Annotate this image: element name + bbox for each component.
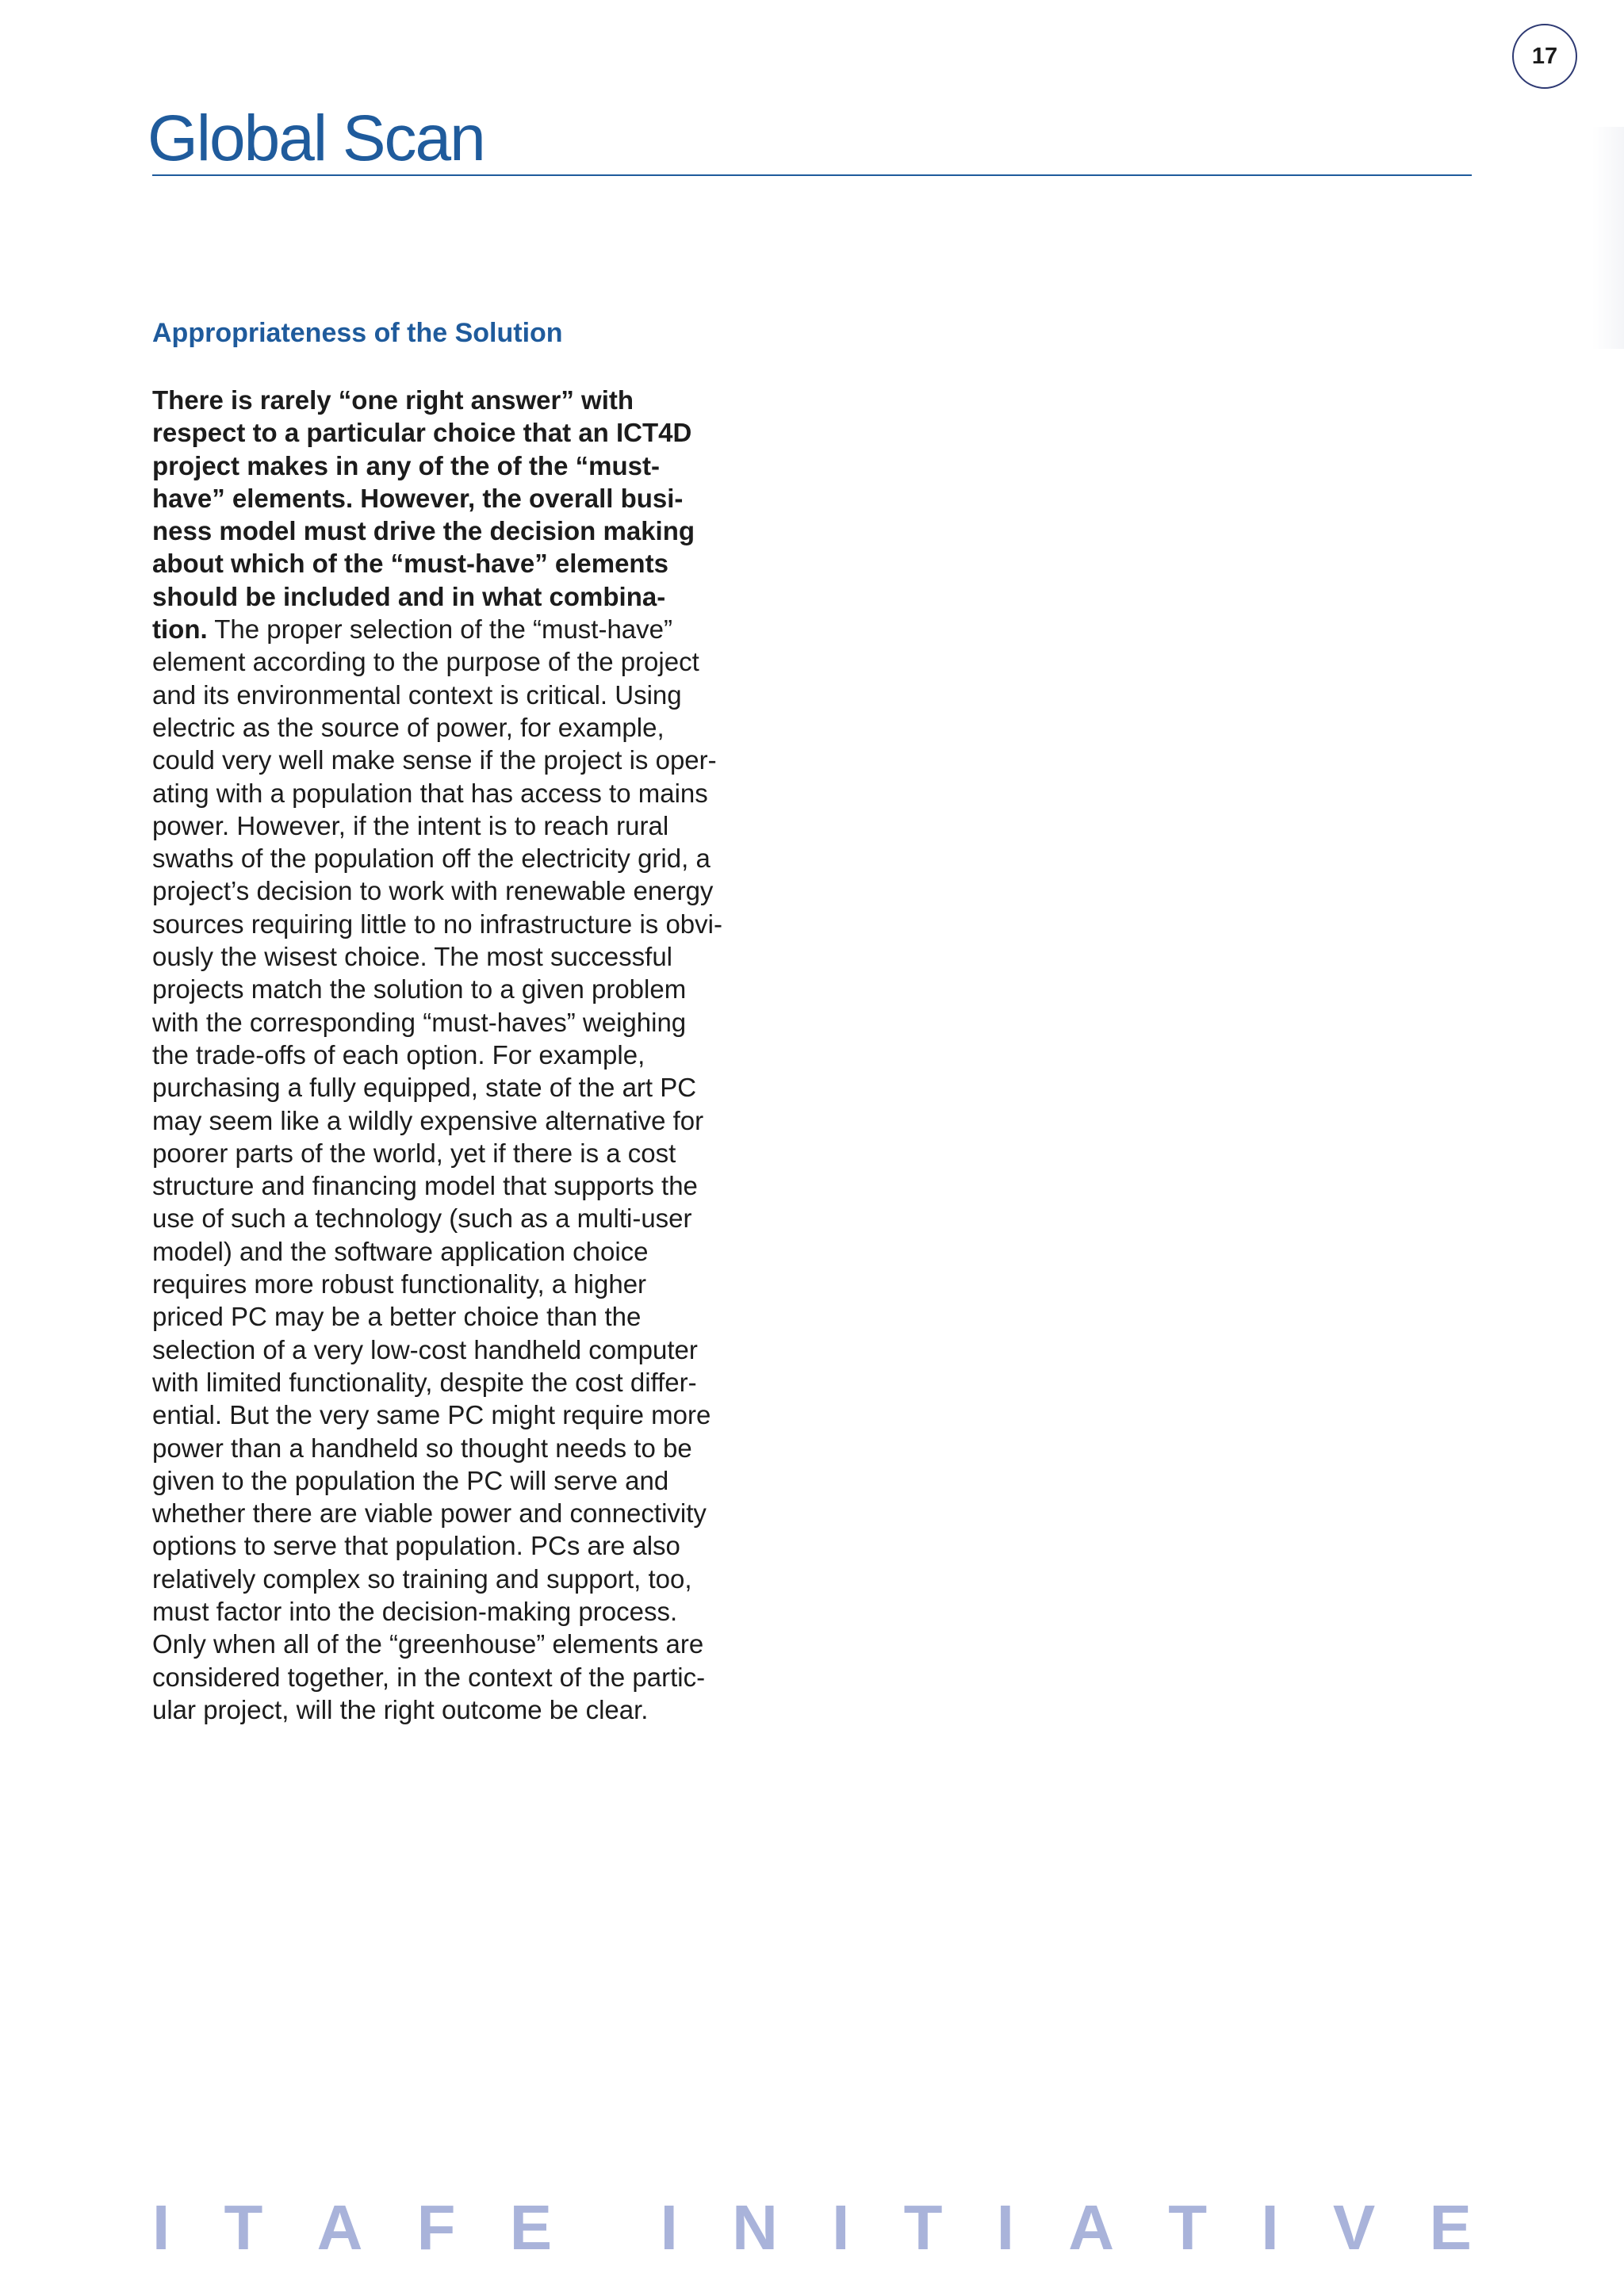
footer-brand-wordmark bbox=[152, 2192, 1472, 2263]
footer-letter: A bbox=[316, 2192, 363, 2263]
lead-paragraph: There is rarely “one right answer” with respect to a particular choice that an ICT4D project makes in any of the of the “must- have” elements. However, the overall busi- ness model must drive the decision making about which of the “must-have” elements should be included and in what combina- tion. bbox=[152, 385, 695, 645]
page-title: Global Scan bbox=[147, 102, 485, 174]
footer-letter: F bbox=[416, 2192, 456, 2263]
footer-letter: E bbox=[1429, 2192, 1472, 2263]
footer-letter: I bbox=[996, 2192, 1014, 2263]
footer-letter: I bbox=[832, 2192, 850, 2263]
footer-letter: I bbox=[152, 2192, 170, 2263]
footer-letter: T bbox=[903, 2192, 943, 2263]
section-body bbox=[152, 384, 739, 1726]
footer-letter: T bbox=[1168, 2192, 1208, 2263]
page-edge-shade bbox=[1592, 127, 1624, 349]
footer-letter: V bbox=[1332, 2192, 1376, 2263]
body-paragraph: The proper selection of the “must-have” element according to the purpose of the project and its environmental context is critical. Using electric as the source of power, for example, could very well make sense if the project is oper- ating with a population that has access to mains power. However, if the intent is to reach rural swaths of the population off the electricity grid, a project’s decision to work with renewable energy sources requiring little to no infrastructure is obvi- ously the wisest choice. The most successful projects match the solution to a given problem with the corresponding “must-haves” weighing the trade-offs of each option. For example, purchasing a fully equipped, state of the art PC may seem like a wildly expensive alternative for poorer parts of the world, yet if there is a cost structure and financing model that supports the use of such a technology (such as a multi-user model) and the software application choice requires more robust functionality, a higher priced PC may be a better choice than the selection of a very low-cost handheld computer with limited functionality, despite the cost differ- ential. But the very same PC might require more power than a handheld so thought needs to be given to the population the PC will serve and whether there are viable power and connectivity options to serve that population. PCs are also relatively complex so training and support, too, must factor into the decision-making process. Only when all of the “greenhouse” elements are considered together, in the context of the partic- ular project, will the right outcome be clear. bbox=[152, 614, 722, 1724]
footer-letter: I bbox=[1261, 2192, 1279, 2263]
page-number-badge bbox=[1512, 24, 1577, 89]
footer-letter: I bbox=[660, 2192, 678, 2263]
title-underline bbox=[152, 174, 1472, 176]
footer-letter: N bbox=[732, 2192, 778, 2263]
footer-letter: E bbox=[509, 2192, 553, 2263]
section-subheading: Appropriateness of the Solution bbox=[152, 318, 563, 348]
footer-letter: T bbox=[224, 2192, 263, 2263]
footer-letter: A bbox=[1068, 2192, 1115, 2263]
page-number: 17 bbox=[1531, 43, 1558, 69]
